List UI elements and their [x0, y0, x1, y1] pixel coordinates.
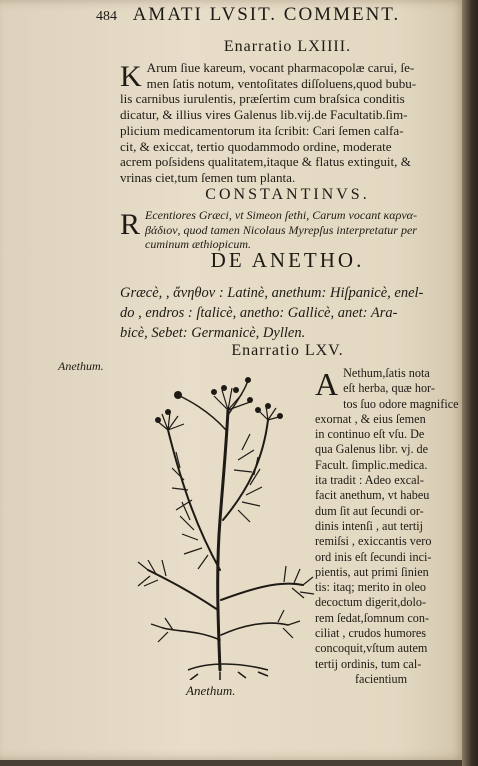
text-line: cit, & exiccat, tertio quodammodo ordine, moderate — [120, 138, 392, 154]
section-heading-constantinus: CONSTANTINVS. — [205, 186, 370, 203]
text-line: lis carnibus iurulentis, præſertim cum braſsica conditis — [120, 91, 405, 107]
text-line: bicè, Sebet: Germanicè, Dyllen. — [120, 325, 306, 341]
running-title: AMATI LVSIT. COMMENT. — [132, 4, 401, 25]
figure-caption: Anethum. — [186, 683, 236, 698]
drop-cap: K — [120, 60, 142, 93]
text-line: men ſatis notum, ventoſitates diſſoluens,quod bubu- — [146, 75, 417, 91]
text-line: tos ſuo odore magnifice — [343, 396, 459, 411]
text-line: Ecentiores Græci, vt Simeon ſethi, Carum vocant καρνα- — [145, 208, 417, 222]
running-header — [96, 4, 426, 26]
text-line: tertij ordinis, tum cal- — [315, 656, 422, 671]
text-line: tis: itaq; merito in oleo — [315, 580, 427, 595]
page-number: 484 — [96, 9, 117, 24]
text-line: Arum ſiue kareum, vocant pharmacopolæ carui, ſe- — [146, 60, 415, 75]
text-line: ciliat , crudos humores — [315, 626, 427, 641]
text-line: dicatur, & illius vires Galenus lib.vij.de Facultatib.ſim- — [120, 107, 408, 123]
text-line: Græcè, , ἄνηθον : Latinè, anethum: Hiſpanicè, enel- — [120, 285, 424, 301]
catchword: facientium — [355, 671, 408, 686]
text-line: rem ſedat,ſomnum con- — [315, 610, 430, 625]
text-line: qua Galenus libr. vj. de — [315, 442, 429, 457]
anethum-column-text — [315, 366, 457, 687]
margin-note: Anethum. — [58, 359, 104, 373]
text-line: ita tradit : Adeo excal- — [315, 473, 424, 488]
text-line: in continuo eſt vſu. De — [315, 427, 425, 442]
text-line: Nethum,ſatis nota — [343, 366, 430, 380]
text-line: cuminum æthiopicum. — [145, 237, 252, 252]
section-body-constantinus — [120, 208, 455, 252]
text-line: Facult. ſimplic.medica. — [315, 457, 428, 472]
book-gutter — [462, 0, 478, 766]
text-line: vrinas ciet,tum ſemen tum planta. — [120, 169, 296, 185]
text-line: βάδιον, quod tamen Nicolaus Myrepſus interpretatur per — [145, 222, 417, 237]
section-heading-lxv: Enarratio LXV. — [231, 342, 344, 359]
text-line: concoquit,vſtum autem — [315, 641, 428, 656]
text-line: plicium medicamentorum ita ſcribit: Cari ſemen calfa- — [120, 122, 404, 138]
anethum-woodcut-illustration — [128, 370, 320, 680]
text-line: decoctum digerit,dolo- — [315, 595, 427, 610]
text-line: do , endros : ſtalicè, anetho: Gallicè, anet: Ara- — [120, 305, 398, 321]
section-body-carum — [120, 60, 455, 186]
text-line: ord inis eſt ſecundi inci- — [315, 549, 432, 564]
section-title-de-anetho: DE ANETHO. — [210, 248, 365, 272]
text-line: pientis, aut primi ſinien — [315, 564, 429, 579]
text-line: dum ſit aut ſecundi or- — [315, 503, 424, 518]
text-line: dinis intenſi , aut tertij — [315, 518, 423, 533]
text-line: exornat , & eius ſemen — [315, 411, 426, 426]
text-line: remiſsi , exiccantis vero — [315, 534, 432, 549]
text-line: eſt herba, quæ hor- — [343, 381, 435, 396]
drop-cap: R — [120, 208, 141, 241]
text-line: facit anethum, vt habeu — [315, 488, 430, 503]
section-heading-lxiiii: Enarratio LXIIII. — [223, 38, 352, 55]
text-line: acrem poſsidens qualitatem,itaque & flatus extinguit, & — [120, 154, 411, 170]
drop-cap: A — [315, 366, 339, 402]
synonyms-block — [120, 283, 455, 343]
